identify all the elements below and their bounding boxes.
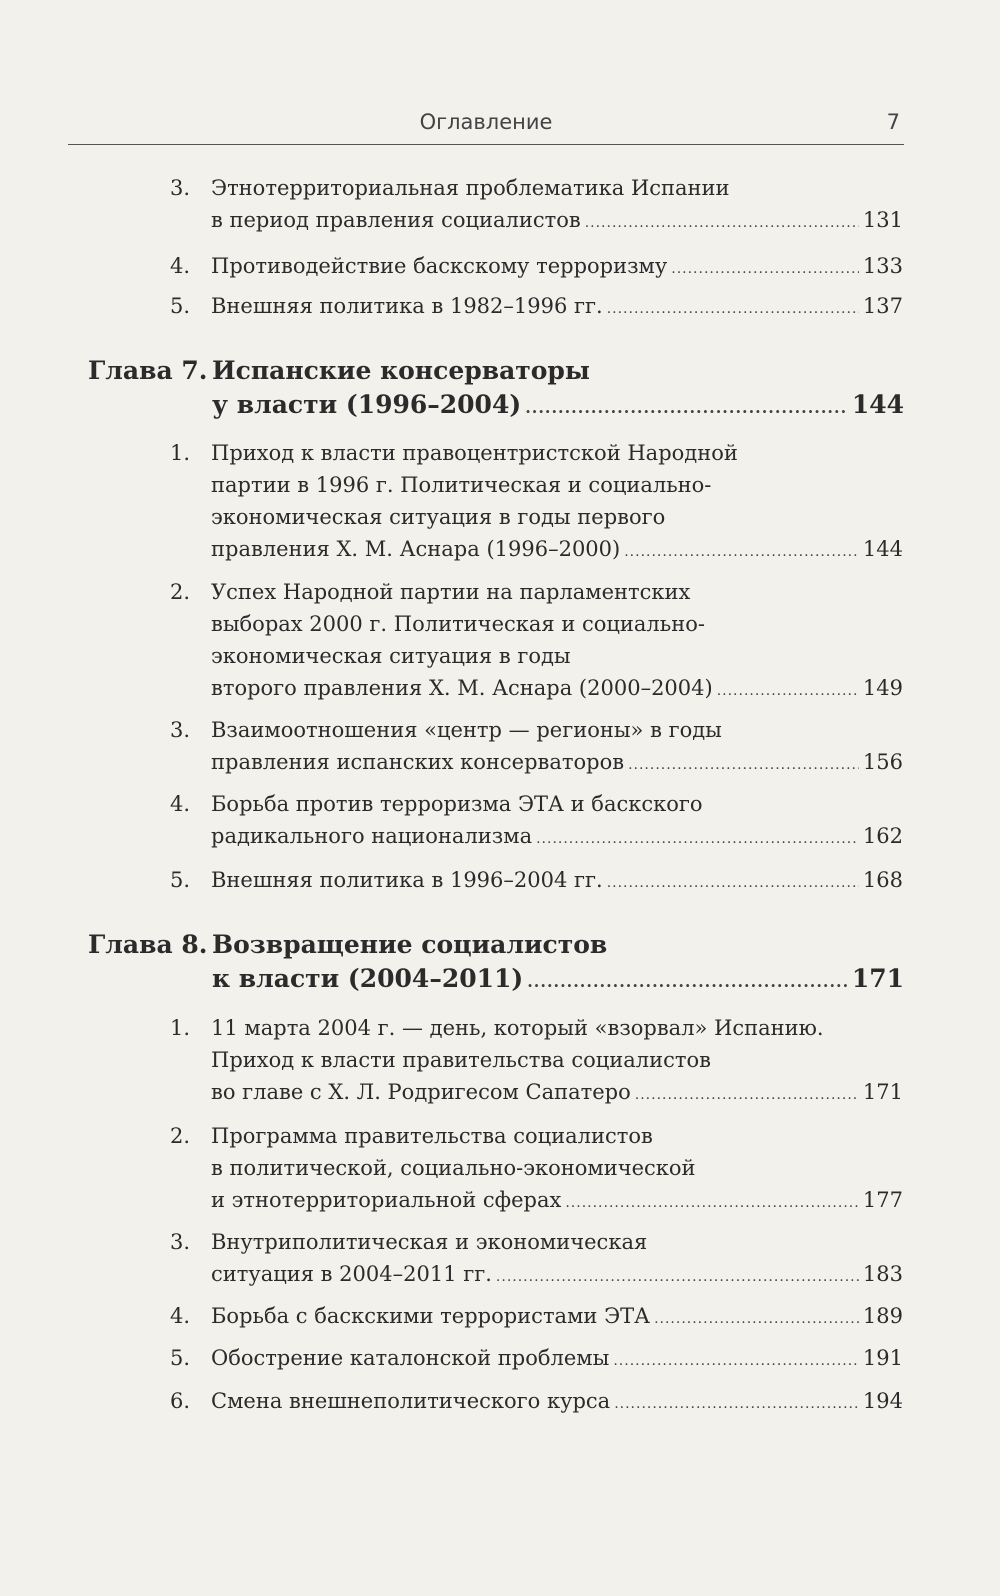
title-line-with-leader	[211, 1076, 903, 1111]
dot-leader	[628, 749, 859, 781]
section-number: 5.	[169, 1346, 190, 1370]
dot-leader	[565, 1187, 859, 1219]
dot-leader	[717, 675, 859, 707]
title-line: Приход к власти правительства социалистов	[211, 1048, 711, 1072]
dot-leader	[624, 536, 859, 568]
section-number: 4.	[169, 1304, 190, 1328]
dot-leader	[607, 867, 859, 899]
entry-page-number: 189	[862, 1304, 903, 1328]
dot-leader	[607, 293, 859, 325]
dot-leader	[585, 207, 859, 239]
title-line-with-leader	[212, 388, 904, 425]
entry-page-number: 194	[862, 1389, 903, 1413]
title-line: экономическая ситуация в годы	[211, 644, 571, 668]
title-line-with-leader	[211, 290, 903, 325]
title-line: правления испанских консерваторов	[211, 750, 625, 774]
entry-title	[212, 928, 904, 999]
entry-title	[211, 172, 903, 239]
entry-title	[211, 1342, 903, 1377]
entry-title	[211, 1120, 903, 1219]
title-line-with-leader	[211, 1184, 903, 1219]
title-line: Борьба с баскскими террористами ЭТА	[211, 1304, 651, 1328]
entry-page-number: 156	[862, 750, 903, 774]
entry-title	[212, 354, 904, 425]
title-line: к власти (2004–2011)	[212, 964, 524, 993]
section-number: 6.	[169, 1389, 190, 1413]
section-number: 3.	[169, 718, 190, 742]
title-line: Внешняя политика в 1996–2004 гг.	[211, 868, 603, 892]
title-line-with-leader	[211, 864, 903, 899]
entry-title	[211, 714, 903, 781]
title-line: 11 марта 2004 г. — день, который «взорвал» Испанию.	[211, 1016, 824, 1040]
dot-leader	[525, 391, 848, 425]
entry-page-number: 144	[862, 537, 903, 561]
section-number: 2.	[169, 580, 190, 604]
title-line: Внешняя политика в 1982–1996 гг.	[211, 294, 603, 318]
entry-title	[211, 290, 903, 325]
entry-page-number: 191	[862, 1346, 903, 1370]
title-line: второго правления Х. М. Аснара (2000–2004)	[211, 676, 713, 700]
entry-page-number: 131	[862, 208, 903, 232]
running-head	[68, 106, 904, 145]
dot-leader	[671, 253, 859, 285]
running-title: Оглавление	[419, 110, 553, 134]
entry-title	[211, 1300, 903, 1335]
entry-title	[211, 1385, 903, 1420]
entry-page-number: 149	[862, 676, 903, 700]
page-number: 7	[886, 110, 900, 134]
dot-leader	[613, 1345, 859, 1377]
title-line: правления Х. М. Аснара (1996–2000)	[211, 537, 621, 561]
entry-page-number: 168	[862, 868, 903, 892]
title-line: в период правления социалистов	[211, 208, 581, 232]
section-number: 1.	[169, 441, 190, 465]
title-line: в политической, социально-экономической	[211, 1156, 696, 1180]
title-line: радикального национализма	[211, 824, 533, 848]
title-line-with-leader	[212, 962, 904, 999]
entry-title	[211, 1226, 903, 1293]
title-line: партии в 1996 г. Политическая и социально-	[211, 473, 712, 497]
title-line: и этнотерриториальной сферах	[211, 1188, 562, 1212]
entry-page-number: 137	[862, 294, 903, 318]
title-line: Смена внешнеполитического курса	[211, 1389, 611, 1413]
entry-page-number: 171	[862, 1080, 903, 1104]
section-number: 2.	[169, 1124, 190, 1148]
title-line: Взаимоотношения «центр — регионы» в годы	[211, 718, 722, 742]
title-line-with-leader	[211, 1385, 903, 1420]
entry-title	[211, 1012, 903, 1111]
section-number: 4.	[169, 254, 190, 278]
chapter-number: Глава 8.	[88, 930, 208, 959]
title-line: Испанские консерваторы	[212, 356, 590, 385]
title-line-with-leader	[211, 820, 903, 855]
chapter-number: Глава 7.	[88, 356, 208, 385]
entry-page-number: 162	[862, 824, 903, 848]
section-number: 5.	[169, 294, 190, 318]
dot-leader	[635, 1079, 859, 1111]
entry-page-number: 144	[851, 390, 904, 419]
title-line: Внутриполитическая и экономическая	[211, 1230, 648, 1254]
entry-title	[211, 437, 903, 568]
title-line: Успех Народной партии на парламентских	[211, 580, 691, 604]
title-line: Возвращение социалистов	[212, 930, 608, 959]
dot-leader	[527, 965, 848, 999]
title-line: Этнотерриториальная проблематика Испании	[211, 176, 730, 200]
entry-page-number: 177	[862, 1188, 903, 1212]
title-line: ситуация в 2004–2011 гг.	[211, 1262, 492, 1286]
section-number: 3.	[169, 176, 190, 200]
title-line: Приход к власти правоцентристской Народной	[211, 441, 738, 465]
entry-page-number: 171	[851, 964, 904, 993]
title-line: Противодействие баскскому терроризму	[211, 254, 668, 278]
title-line: у власти (1996–2004)	[212, 390, 522, 419]
title-line-with-leader	[211, 1342, 903, 1377]
entry-page-number: 133	[862, 254, 903, 278]
section-number: 3.	[169, 1230, 190, 1254]
title-line: выборах 2000 г. Политическая и социально-	[211, 612, 705, 636]
title-line-with-leader	[211, 204, 903, 239]
entry-page-number: 183	[862, 1262, 903, 1286]
title-line-with-leader	[211, 1300, 903, 1335]
title-line-with-leader	[211, 746, 903, 781]
title-line-with-leader	[211, 672, 903, 707]
title-line: экономическая ситуация в годы первого	[211, 505, 666, 529]
title-line-with-leader	[211, 533, 903, 568]
dot-leader	[614, 1388, 859, 1420]
dot-leader	[496, 1261, 859, 1293]
section-number: 5.	[169, 868, 190, 892]
title-line-with-leader	[211, 250, 903, 285]
section-number: 4.	[169, 792, 190, 816]
title-line: Борьба против терроризма ЭТА и баскского	[211, 792, 703, 816]
entry-title	[211, 250, 903, 285]
entry-title	[211, 864, 903, 899]
dot-leader	[536, 823, 859, 855]
title-line: Программа правительства социалистов	[211, 1124, 653, 1148]
entry-title	[211, 576, 903, 707]
title-line-with-leader	[211, 1258, 903, 1293]
entry-title	[211, 788, 903, 855]
section-number: 1.	[169, 1016, 190, 1040]
dot-leader	[654, 1303, 859, 1335]
title-line: во главе с Х. Л. Родригесом Сапатеро	[211, 1080, 631, 1104]
title-line: Обострение каталонской проблемы	[211, 1346, 610, 1370]
